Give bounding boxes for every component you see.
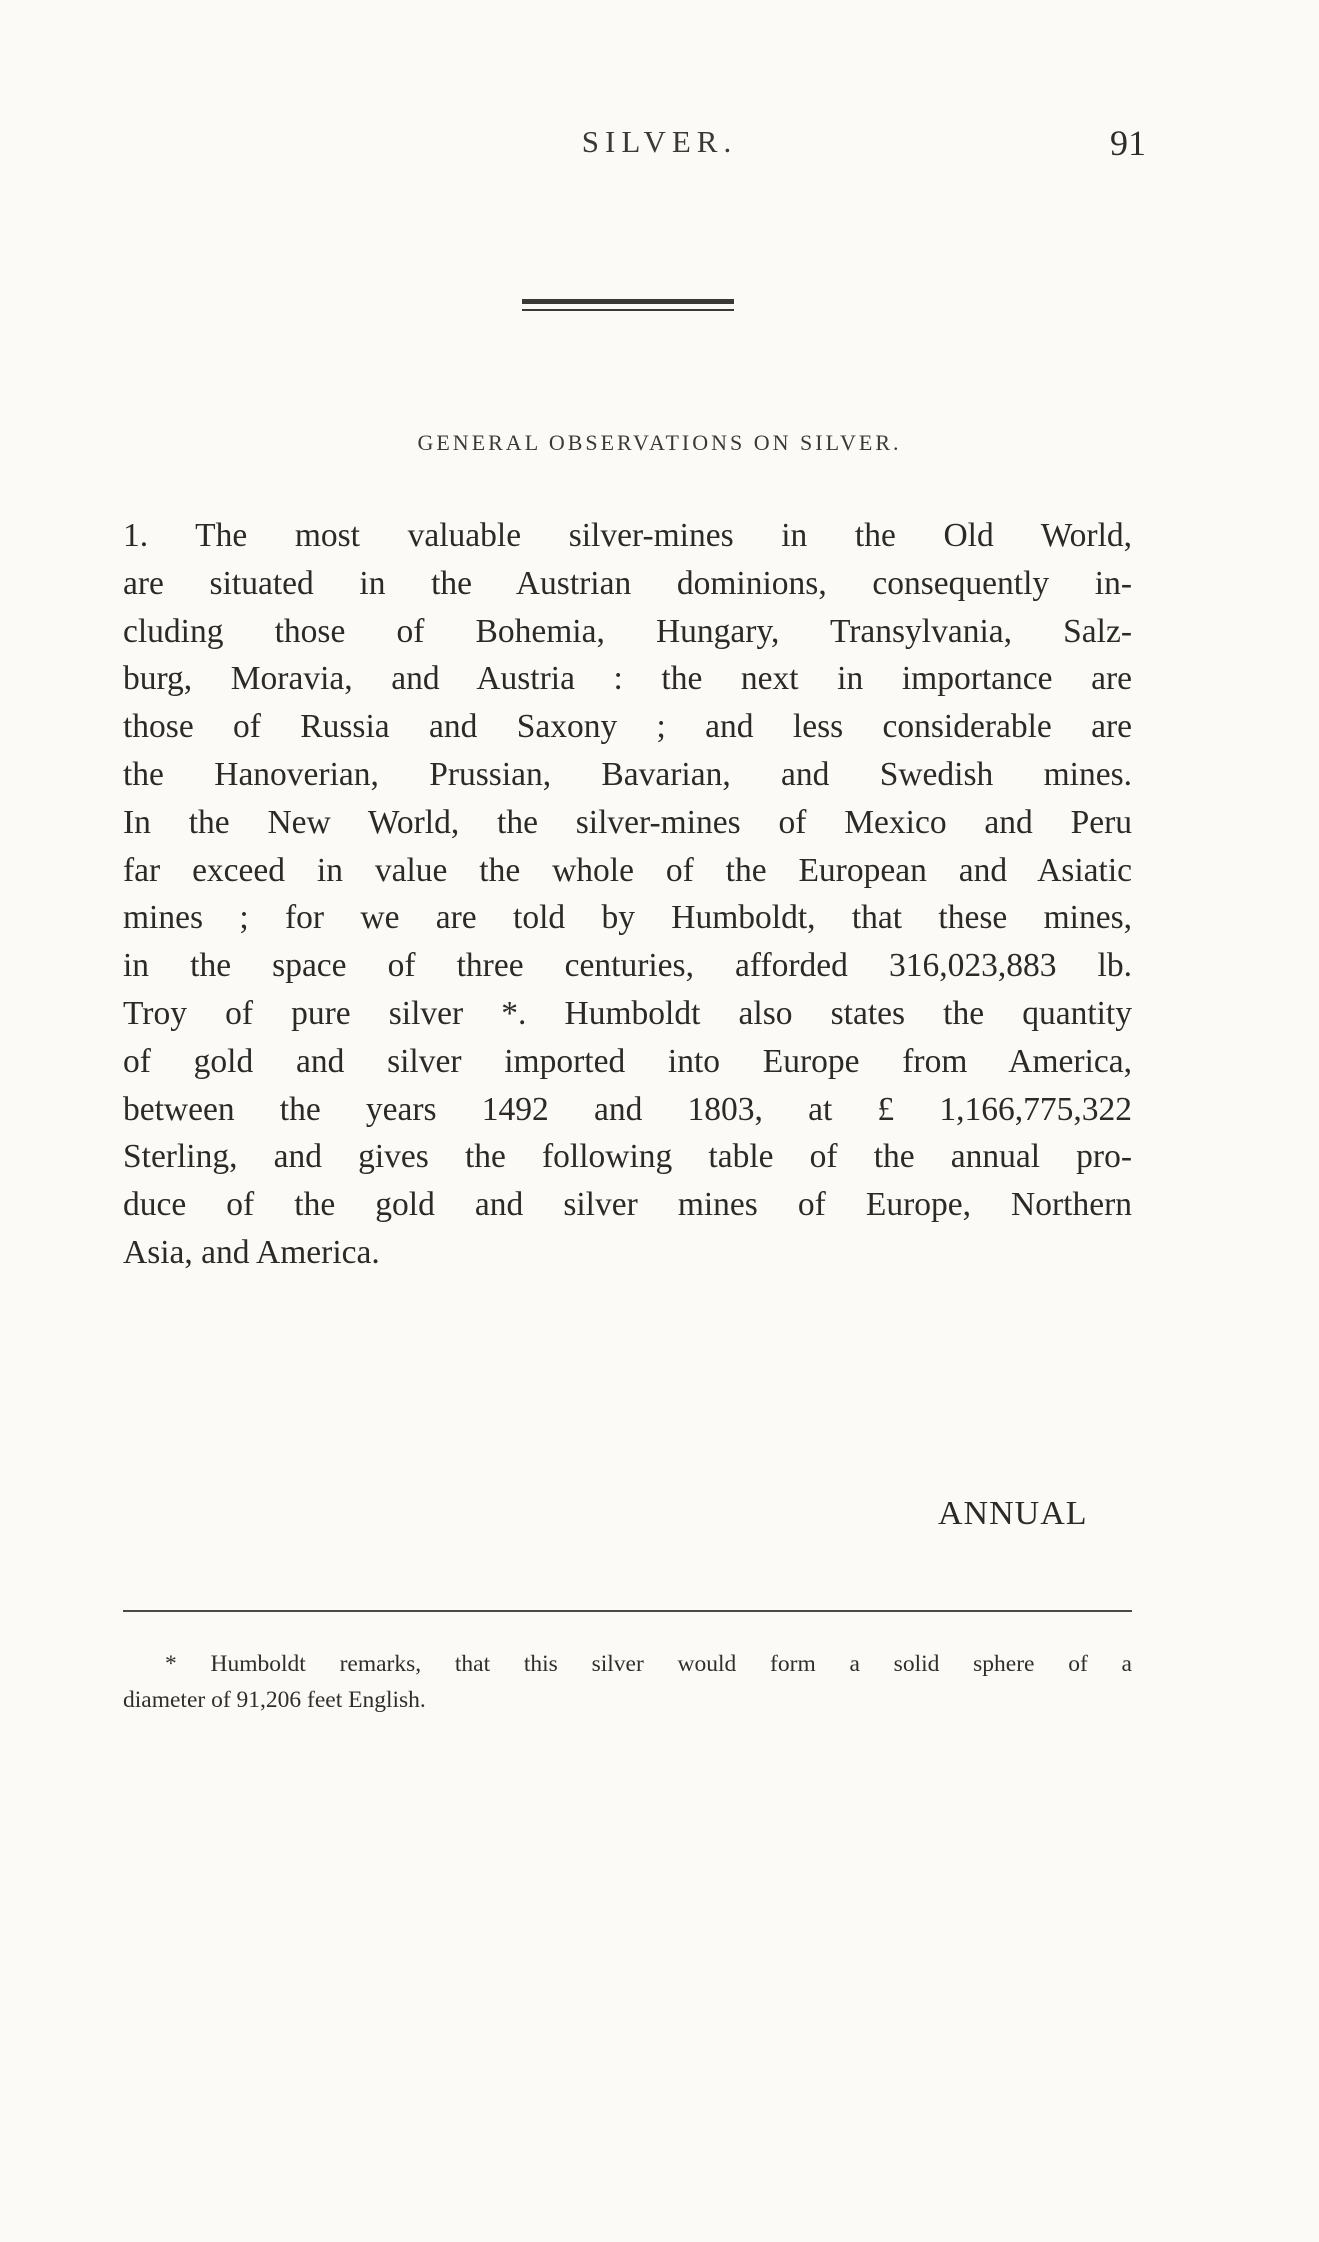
body-line: in the space of three centuries, afforded 316,023,883 lb. bbox=[123, 947, 1132, 985]
body-line: between the years 1492 and 1803, at £ 1,166,775,322 bbox=[123, 1090, 1132, 1128]
body-line: mines ; for we are told by Humboldt, that these mines, bbox=[123, 899, 1132, 937]
footnote-line: * Humboldt remarks, that this silver would form a solid sphere of a bbox=[165, 1651, 1132, 1677]
footnote-line: diameter of 91,206 feet English. bbox=[123, 1687, 426, 1713]
body-line: are situated in the Austrian dominions, consequently in- bbox=[123, 564, 1132, 602]
body-line: In the New World, the silver-mines of Mexico and Peru bbox=[123, 803, 1132, 841]
body-line: those of Russia and Saxony ; and less considerable are bbox=[123, 708, 1132, 746]
footnote bbox=[123, 1646, 1132, 1718]
rule-thin-line bbox=[522, 309, 734, 311]
body-line: cluding those of Bohemia, Hungary, Transylvania, Salz- bbox=[123, 612, 1132, 650]
body-line: of gold and silver imported into Europe from America, bbox=[123, 1042, 1132, 1080]
ornamental-double-rule bbox=[522, 299, 734, 311]
body-line: burg, Moravia, and Austria : the next in importance are bbox=[123, 660, 1132, 698]
body-line: Sterling, and gives the following table of the annual pro- bbox=[123, 1138, 1132, 1176]
footnote-divider bbox=[123, 1610, 1132, 1612]
section-heading: GENERAL OBSERVATIONS ON SILVER. bbox=[417, 430, 902, 455]
rule-thick-line bbox=[522, 299, 734, 304]
catchword: ANNUAL bbox=[938, 1495, 1088, 1532]
body-line: Troy of pure silver *. Humboldt also states the quantity bbox=[123, 994, 1132, 1032]
running-title: SILVER. bbox=[581, 124, 738, 159]
body-line: the Hanoverian, Prussian, Bavarian, and Swedish mines. bbox=[123, 755, 1132, 793]
body-line: 1. The most valuable silver-mines in the Old World, bbox=[123, 517, 1132, 554]
body-paragraph bbox=[123, 512, 1132, 1277]
page-number: 91 bbox=[1110, 123, 1146, 163]
body-line: far exceed in value the whole of the European and Asiatic bbox=[123, 851, 1132, 889]
body-line: Asia, and America. bbox=[123, 1233, 380, 1271]
body-line: duce of the gold and silver mines of Europe, Northern bbox=[123, 1186, 1132, 1224]
